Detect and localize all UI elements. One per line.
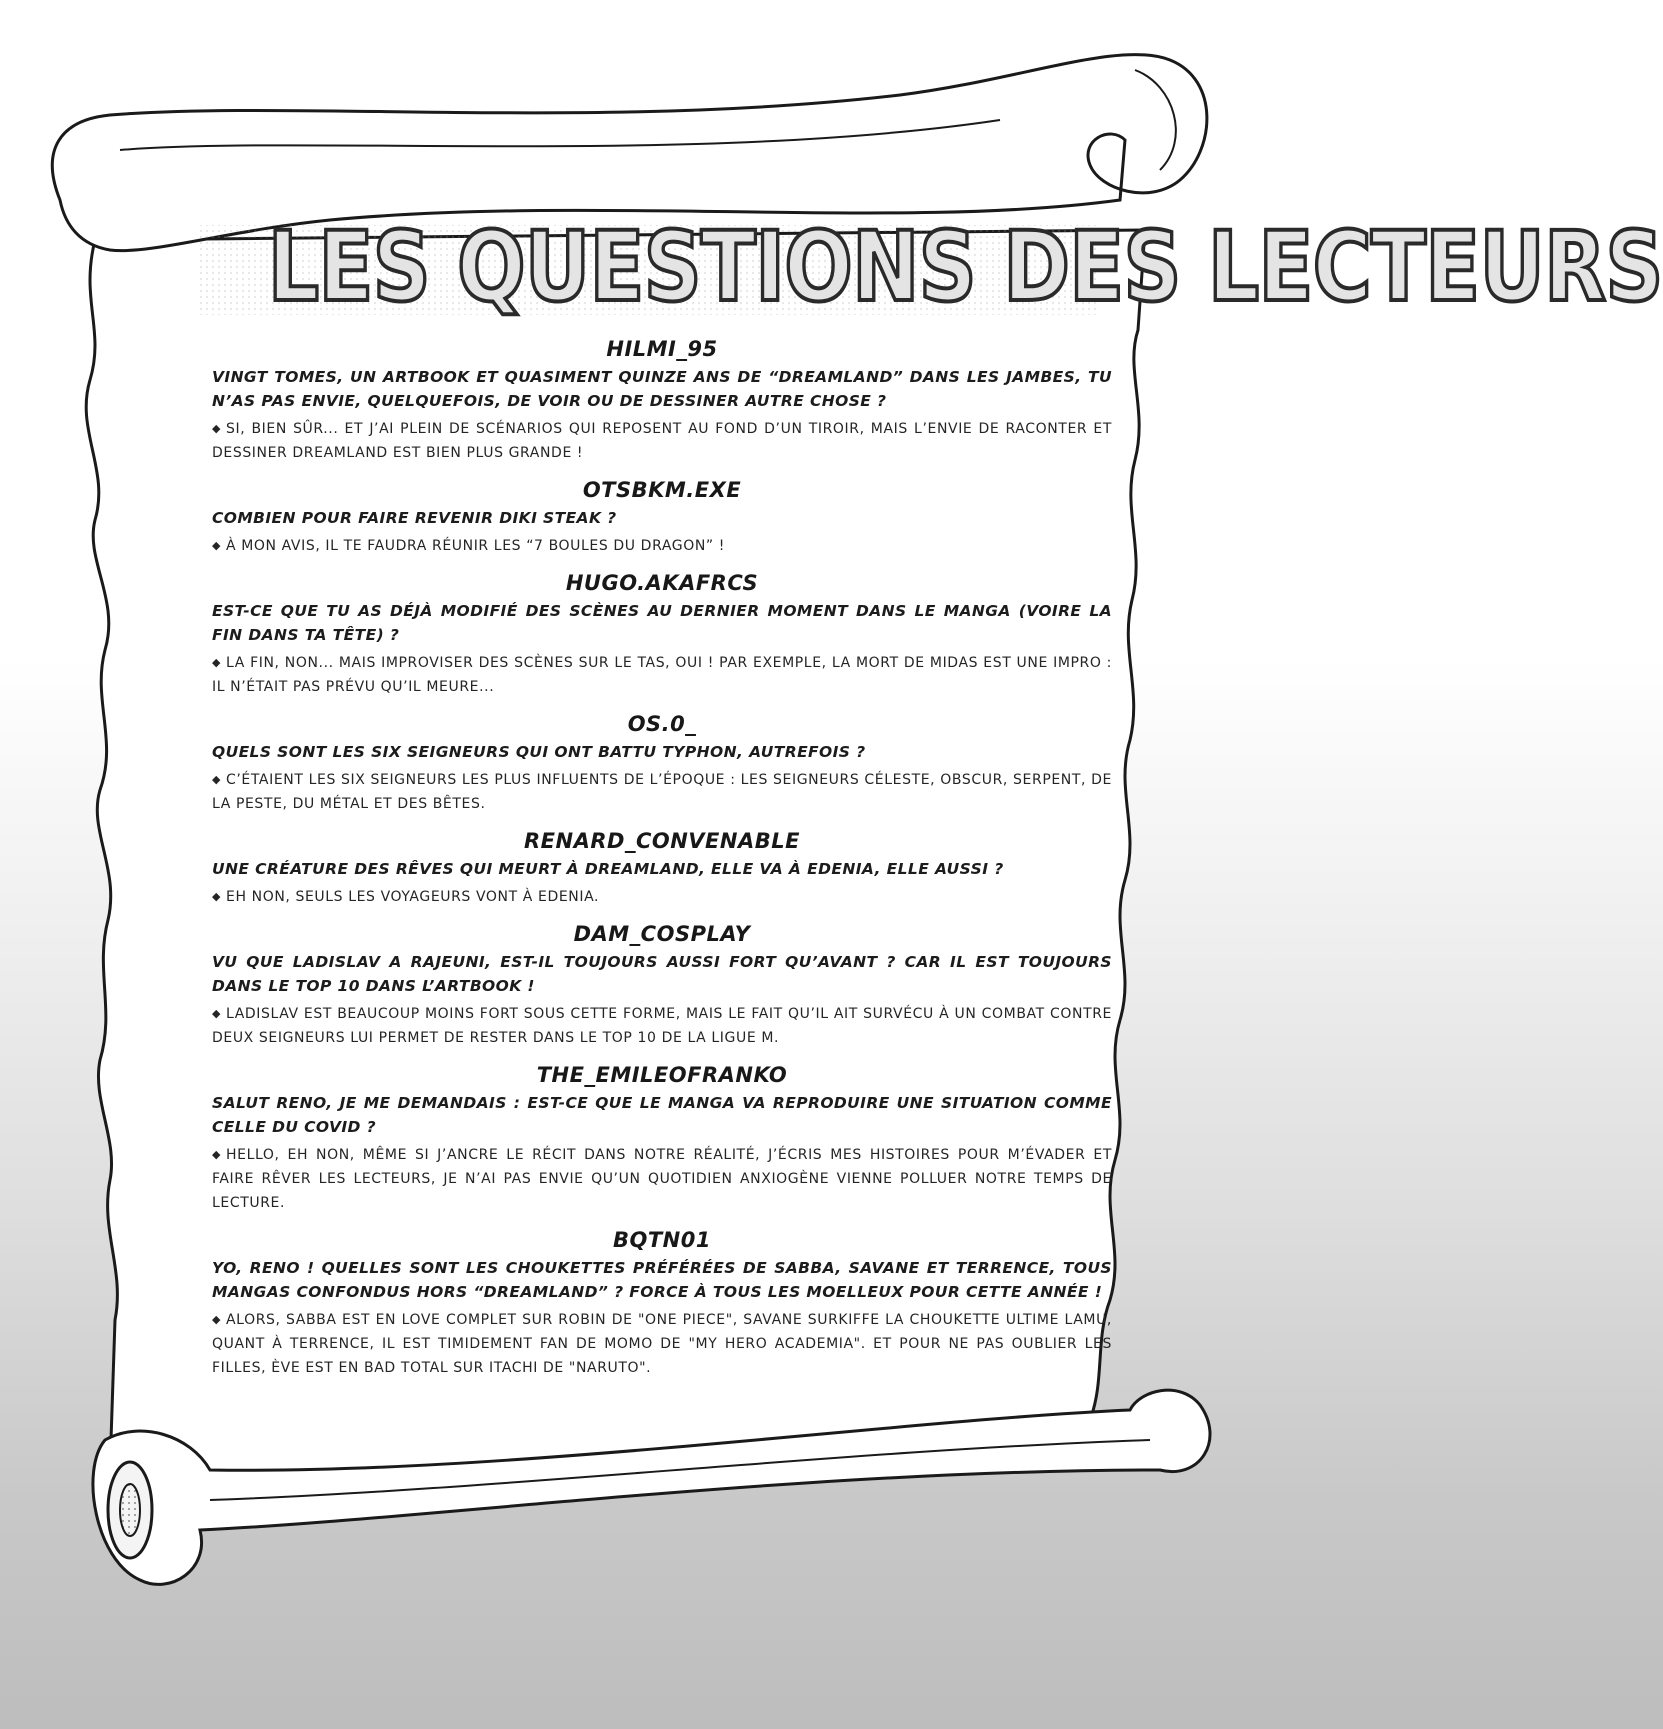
qa-entry — [212, 337, 1112, 465]
qa-entry — [212, 829, 1112, 909]
author-answer — [212, 417, 1112, 465]
author-answer — [212, 768, 1112, 816]
answer-text: LADISLAV EST BEAUCOUP MOINS FORT SOUS CETTE FORME, MAIS LE FAIT QU’IL AIT SURVÉCU À UN COMBAT CONTRE DEUX SEIGNEURS LUI PERMET DE RESTER DANS LE TOP 10 DE LA LIGUE M. — [212, 1006, 1112, 1046]
reader-question: EST-CE QUE TU AS DÉJÀ MODIFIÉ DES SCÈNES AU DERNIER MOMENT DANS LE MANGA (VOIRE LA FIN DANS TA TÊTE) ? — [212, 602, 1112, 644]
answer-text: ALORS, SABBA EST EN LOVE COMPLET SUR ROBIN DE "ONE PIECE", SAVANE SURKIFFE LA CHOUKETTE ULTIME LAMU, QUANT À TERRENCE, IL EST TIMIDEMENT FAN DE MOMO DE "MY HERO ACADEMIA". ET POUR NE PAS OUBLIER LES FILLES, ÈVE EST EN BAD TOTAL SUR ITACHI DE "NARUTO". — [212, 1312, 1112, 1376]
diamond-bullet-icon: ◆ — [212, 422, 222, 435]
author-answer — [212, 1002, 1112, 1050]
answer-text: C’ÉTAIENT LES SIX SEIGNEURS LES PLUS INFLUENTS DE L’ÉPOQUE : LES SEIGNEURS CÉLESTE, OBSCUR, SERPENT, DE LA PESTE, DU MÉTAL ET DES BÊTES. — [212, 772, 1112, 812]
reader-username: OTSBKM.EXE — [582, 478, 742, 502]
answer-text: HELLO, EH NON, MÊME SI J’ANCRE LE RÉCIT DANS NOTRE RÉALITÉ, J’ÉCRIS MES HISTOIRES POUR M’ÉVADER ET FAIRE RÊVER LES LECTEURS, JE N’AI PAS ENVIE QU’UN QUOTIDIEN ANXIOGÈNE VIENNE POLLUER NOTRE TEMPS DE LECTURE. — [212, 1147, 1112, 1211]
reader-username: HUGO.AKAFRCS — [565, 571, 759, 595]
reader-username: DAM_COSPLAY — [573, 922, 751, 946]
diamond-bullet-icon: ◆ — [212, 1007, 222, 1020]
author-answer — [212, 1143, 1112, 1215]
qa-entry — [212, 712, 1112, 816]
page-title: LES QUESTIONS DES LECTEURS — [267, 211, 1663, 323]
qa-list — [212, 337, 1112, 1393]
diamond-bullet-icon: ◆ — [212, 539, 222, 552]
diamond-bullet-icon: ◆ — [212, 890, 222, 903]
qa-entry — [212, 1228, 1112, 1380]
reader-username: RENARD_CONVENABLE — [524, 829, 800, 853]
qa-entry — [212, 922, 1112, 1050]
reader-username: BQTN01 — [613, 1228, 711, 1252]
reader-username: OS.0_ — [627, 712, 697, 736]
reader-question: SALUT RENO, JE ME DEMANDAIS : EST-CE QUE LE MANGA VA REPRODUIRE UNE SITUATION COMME CELLE DU COVID ? — [212, 1094, 1112, 1136]
answer-text: À MON AVIS, IL TE FAUDRA RÉUNIR LES “7 BOULES DU DRAGON” ! — [226, 538, 726, 554]
qa-entry — [212, 571, 1112, 699]
author-answer — [212, 534, 1112, 558]
reader-username: THE_EMILEOFRANKO — [536, 1063, 788, 1087]
author-answer — [212, 1308, 1112, 1380]
answer-text: SI, BIEN SÛR... ET J’AI PLEIN DE SCÉNARIOS QUI REPOSENT AU FOND D’UN TIROIR, MAIS L’ENVIE DE RACONTER ET DESSINER DREAMLAND EST BIEN PLUS GRANDE ! — [212, 421, 1112, 461]
diamond-bullet-icon: ◆ — [212, 1313, 222, 1326]
qa-entry — [212, 1063, 1112, 1215]
reader-question: COMBIEN POUR FAIRE REVENIR DIKI STEAK ? — [212, 509, 617, 527]
reader-question: VU QUE LADISLAV A RAJEUNI, EST-IL TOUJOURS AUSSI FORT QU’AVANT ? CAR IL EST TOUJOURS DANS LE TOP 10 DANS L’ARTBOOK ! — [212, 953, 1112, 995]
author-answer — [212, 885, 1112, 909]
diamond-bullet-icon: ◆ — [212, 773, 222, 786]
author-answer — [212, 651, 1112, 699]
reader-question: QUELS SONT LES SIX SEIGNEURS QUI ONT BATTU TYPHON, AUTREFOIS ? — [212, 743, 866, 761]
reader-question: VINGT TOMES, UN ARTBOOK ET QUASIMENT QUINZE ANS DE “DREAMLAND” DANS LES JAMBES, TU N’AS PAS ENVIE, QUELQUEFOIS, DE VOIR OU DE DESSINER AUTRE CHOSE ? — [212, 368, 1112, 410]
qa-entry — [212, 478, 1112, 558]
diamond-bullet-icon: ◆ — [212, 1148, 222, 1161]
reader-question: YO, RENO ! QUELLES SONT LES CHOUKETTES PRÉFÉRÉES DE SABBA, SAVANE ET TERRENCE, TOUS MANGAS CONFONDUS HORS “DREAMLAND” ? FORCE À TOUS LES MOELLEUX POUR CETTE ANNÉE ! — [212, 1259, 1112, 1301]
reader-question: UNE CRÉATURE DES RÊVES QUI MEURT À DREAMLAND, ELLE VA À EDENIA, ELLE AUSSI ? — [212, 860, 1004, 878]
answer-text: EH NON, SEULS LES VOYAGEURS VONT À EDENIA. — [226, 889, 600, 905]
reader-username: HILMI_95 — [606, 337, 718, 361]
answer-text: LA FIN, NON... MAIS IMPROVISER DES SCÈNES SUR LE TAS, OUI ! PAR EXEMPLE, LA MORT DE MIDAS EST UNE IMPRO : IL N’ÉTAIT PAS PRÉVU QU’IL MEURE... — [212, 655, 1112, 695]
diamond-bullet-icon: ◆ — [212, 656, 222, 669]
